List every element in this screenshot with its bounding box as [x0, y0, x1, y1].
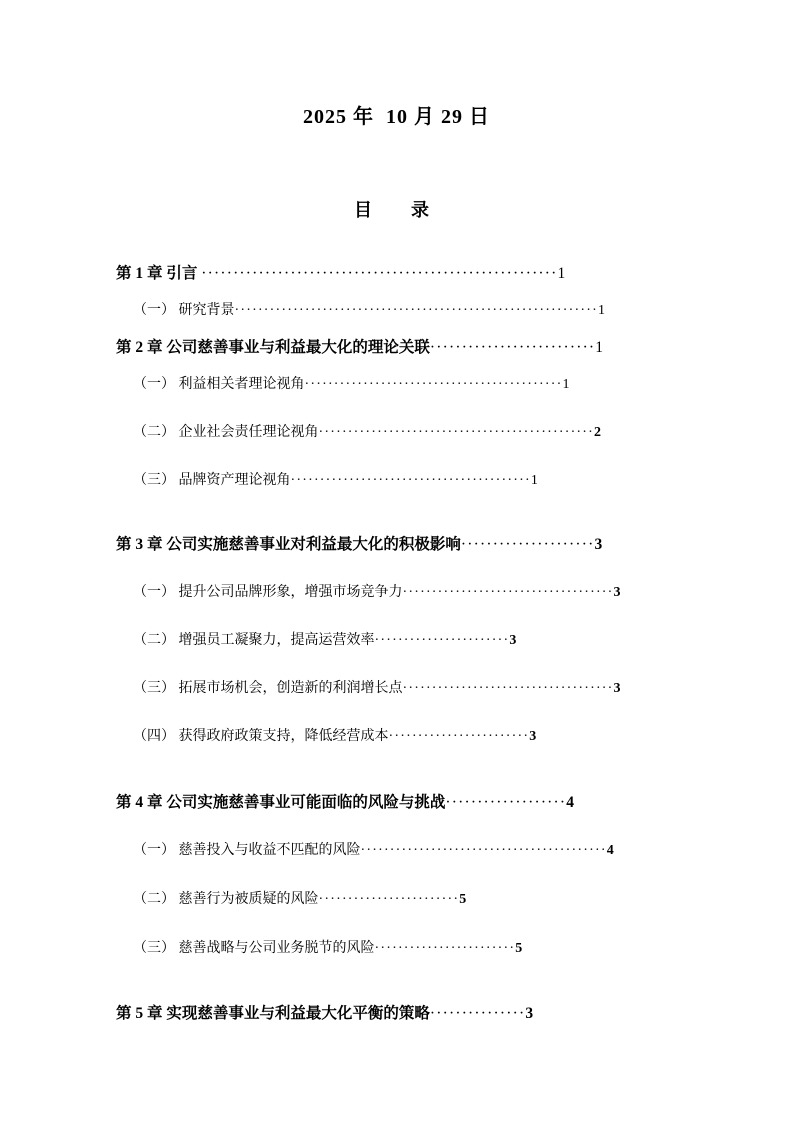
toc-entry[interactable] [0, 526, 793, 563]
toc-entry-label: （四） 获得政府政策支持，降低经营成本 [133, 729, 389, 744]
toc-dot-leader: ············································ [304, 377, 563, 392]
toc-dot-leader: ··············· [429, 1005, 526, 1022]
toc-entry[interactable] [0, 329, 793, 366]
document-date-header: 2025 年 10 月 29 日 [303, 106, 490, 128]
toc-entry-label: （一） 研究背景 [133, 303, 235, 318]
toc-entry-label: 第 1 章 引言 [116, 265, 202, 282]
toc-page-number: 3 [525, 1005, 534, 1022]
toc-page-number: 5 [515, 941, 523, 956]
toc-page-number: 4 [606, 843, 614, 858]
toc-page-number: 1 [530, 473, 538, 488]
toc-page-number: 1 [595, 339, 604, 356]
toc-entry-inner [116, 784, 574, 821]
toc-entry-label: 第 4 章 公司实施慈善事业可能面临的风险与挑战 [116, 794, 446, 811]
toc-entry-label: （一） 提升公司品牌形象，增强市场竞争力 [133, 585, 403, 600]
toc-page-number: 2 [594, 425, 602, 440]
toc-entry-inner [116, 255, 565, 292]
toc-page-number: 4 [566, 794, 575, 811]
toc-dot-leader: ························ [318, 892, 460, 907]
toc-entry-label: （二） 增强员工凝聚力，提高运营效率 [133, 633, 375, 648]
toc-entry-inner [133, 574, 621, 611]
toc-entry-label: （二） 企业社会责任理论视角 [133, 425, 319, 440]
toc-dot-leader: ······························································ [234, 303, 598, 318]
toc-entry-inner [133, 832, 614, 869]
toc-dot-leader: ························ [374, 941, 516, 956]
toc-entry[interactable] [0, 784, 793, 821]
toc-dot-leader: ························································ [201, 265, 558, 282]
toc-entry-label: （三） 慈善战略与公司业务脱节的风险 [133, 941, 375, 956]
toc-entry-inner [133, 414, 601, 451]
toc-entry[interactable] [0, 574, 793, 611]
toc-entry[interactable] [0, 670, 793, 707]
toc-dot-leader: ···································· [402, 681, 614, 696]
toc-entry[interactable] [0, 881, 793, 918]
toc-entry-inner [116, 329, 603, 366]
toc-entry[interactable] [0, 718, 793, 755]
toc-entry-inner [133, 366, 569, 403]
toc-entry-inner [133, 292, 605, 329]
toc-entry[interactable] [0, 995, 793, 1032]
toc-entry[interactable] [0, 462, 793, 499]
toc-entry-inner [133, 718, 536, 755]
toc-entry[interactable] [0, 622, 793, 659]
toc-entry-inner [133, 462, 538, 499]
toc-entry-label: （二） 慈善行为被质疑的风险 [133, 892, 319, 907]
toc-page-number: 1 [557, 265, 566, 282]
toc-dot-leader: ······················· [374, 633, 510, 648]
toc-entry[interactable] [0, 414, 793, 451]
toc-entry-label: 第 2 章 公司慈善事业与利益最大化的理论关联 [116, 339, 430, 356]
toc-page-number: 1 [597, 303, 605, 318]
toc-entry-inner [116, 526, 602, 563]
toc-page-number: 5 [459, 892, 467, 907]
toc-dot-leader: ··················· [445, 794, 567, 811]
toc-entry-inner [133, 881, 466, 918]
toc-entry-inner [133, 930, 522, 967]
toc-entry-inner [116, 995, 533, 1032]
toc-page-number: 3 [509, 633, 517, 648]
toc-entry[interactable] [0, 832, 793, 869]
toc-entry-inner [133, 622, 516, 659]
toc-entry-label: （一） 慈善投入与收益不匹配的风险 [133, 843, 361, 858]
toc-entry-label: （三） 品牌资产理论视角 [133, 473, 291, 488]
toc-dot-leader: ··············································· [318, 425, 595, 440]
toc-entry[interactable] [0, 255, 793, 292]
page-title: 目 录 [354, 200, 439, 220]
toc-entry-label: （三） 拓展市场机会，创造新的利润增长点 [133, 681, 403, 696]
toc-dot-leader: ········································· [290, 473, 531, 488]
toc-dot-leader: ·························· [429, 339, 596, 356]
toc-page-number: 3 [613, 681, 621, 696]
toc-page-number: 1 [562, 377, 570, 392]
toc-entry[interactable] [0, 292, 793, 329]
toc-dot-leader: ·········································· [360, 843, 607, 858]
toc-entry-inner [133, 670, 621, 707]
toc-dot-leader: ···································· [402, 585, 614, 600]
toc-entry[interactable] [0, 930, 793, 967]
toc-entry-label: 第 3 章 公司实施慈善事业对利益最大化的积极影响 [116, 536, 461, 553]
toc-entry-label: 第 5 章 实现慈善事业与利益最大化平衡的策略 [116, 1005, 430, 1022]
toc-entry-label: （一） 利益相关者理论视角 [133, 377, 305, 392]
toc-dot-leader: ························ [388, 729, 530, 744]
toc-page-number: 3 [529, 729, 537, 744]
toc-page-number: 3 [594, 536, 603, 553]
toc-dot-leader: ····················· [460, 536, 595, 553]
toc-page-number: 3 [613, 585, 621, 600]
table-of-contents [0, 255, 793, 1032]
toc-entry[interactable] [0, 366, 793, 403]
